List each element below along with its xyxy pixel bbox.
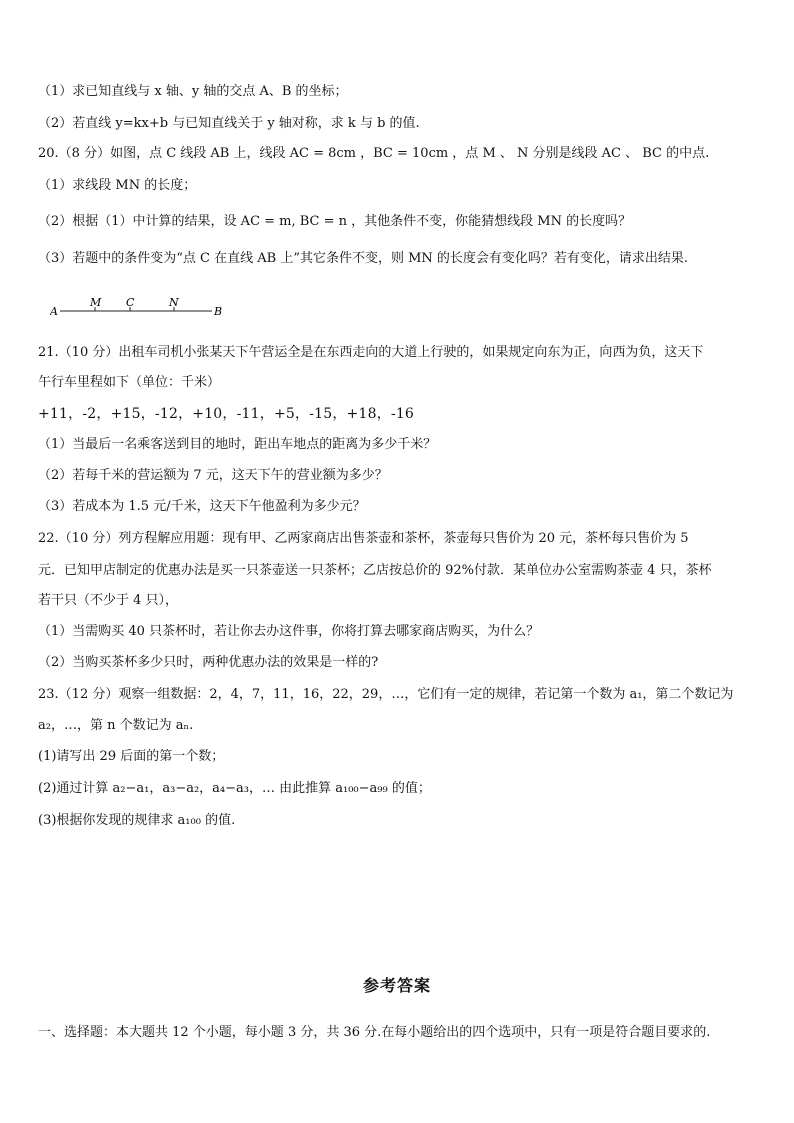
q23-part1: (1)请写出 29 后面的第一个数； (38, 749, 225, 764)
q20-part2: （2）根据（1）中计算的结果，设 AC = m, BC = n ，其他条件不变，你能猜想线段 MN 的长度吗？ (38, 214, 632, 229)
q21-heading-line1: 21.（10 分）出租车司机小张某天下午营运全是在东西走向的大道上行驶的，如果规定向东为正，向西为负，这天下 (38, 345, 704, 360)
q22-part1: （1）当需购买 40 只茶杯时，若让你去办这件事，你将打算去哪家商店购买，为什么？ (38, 624, 540, 639)
q21-part3: （3）若成本为 1.5 元/千米，这天下午他盈利为多少元？ (38, 499, 366, 514)
q23-part3: (3)根据你发现的规律求 a₁₀₀ 的值. (38, 813, 236, 828)
q23-heading-line2: a₂，…，第 n 个数记为 aₙ. (38, 718, 194, 733)
point-n-label: N (169, 296, 179, 309)
q22-heading-line3: 若干只（不少于 4 只）， (38, 593, 179, 608)
q21-part1: （1）当最后一名乘客送到目的地时，距出车地点的距离为多少千米？ (38, 437, 437, 452)
q22-heading-line1: 22.（10 分）列方程解应用题：现有甲、乙两家商店出售茶壶和茶杯，茶壶每只售价为 20 元，茶杯每只售价为 5 (38, 531, 689, 546)
q23-heading-line1: 23.（12 分）观察一组数据：2，4，7，11，16，22，29，…，它们有一定的规律，若记第一个数为 a₁，第二个数记为 (38, 687, 734, 702)
q19-part1: （1）求已知直线与 x 轴、y 轴的交点 A、B 的坐标； (38, 84, 348, 99)
q20-part3: （3）若题中的条件变为“点 C 在直线 AB 上”其它条件不变，则 MN 的长度会有变化吗？若有变化，请求出结果. (38, 251, 689, 266)
q21-mileage-values: +11，-2，+15，-12，+10，-11，+5，-15，+18，-16 (38, 406, 415, 422)
point-m-label: M (90, 296, 102, 309)
q23-part2: (2)通过计算 a₂−a₁，a₃−a₂，a₄−a₃，… 由此推算 a₁₀₀−a₉₉ 的值； (38, 781, 431, 796)
q20-heading: 20.（8 分）如图，点 C 线段 AB 上，线段 AC = 8cm ，BC = 10cm ，点 M 、 N 分别是线段 AC 、 BC 的中点. (38, 146, 710, 161)
q20-part1: （1）求线段 MN 的长度； (38, 178, 197, 193)
q22-heading-line2: 元．已知甲店制定的优惠办法是买一只茶壶送一只茶杯；乙店按总价的 92%付款．某单位办公室需购茶壶 4 只，茶杯 (38, 563, 712, 578)
q22-part2: （2）当购买茶杯多少只时，两种优惠办法的效果是一样的? (38, 655, 379, 670)
point-c-label: C (126, 296, 135, 309)
q19-part2: （2）若直线 y=kx+b 与已知直线关于 y 轴对称，求 k 与 b 的值. (38, 116, 420, 131)
point-a-label: A (50, 305, 58, 318)
q21-heading-line2: 午行车里程如下（单位：千米） (38, 375, 221, 390)
q20-segment-figure (50, 296, 240, 322)
q21-part2: （2）若每千米的营运额为 7 元，这天下午的营业额为多少？ (38, 468, 388, 483)
answers-title: 参考答案 (362, 976, 431, 995)
answers-section1-heading: 一、选择题：本大题共 12 个小题，每小题 3 分，共 36 分.在每小题给出的四个选项中，只有一项是符合题目要求的. (38, 1025, 711, 1040)
point-b-label: B (214, 305, 223, 318)
